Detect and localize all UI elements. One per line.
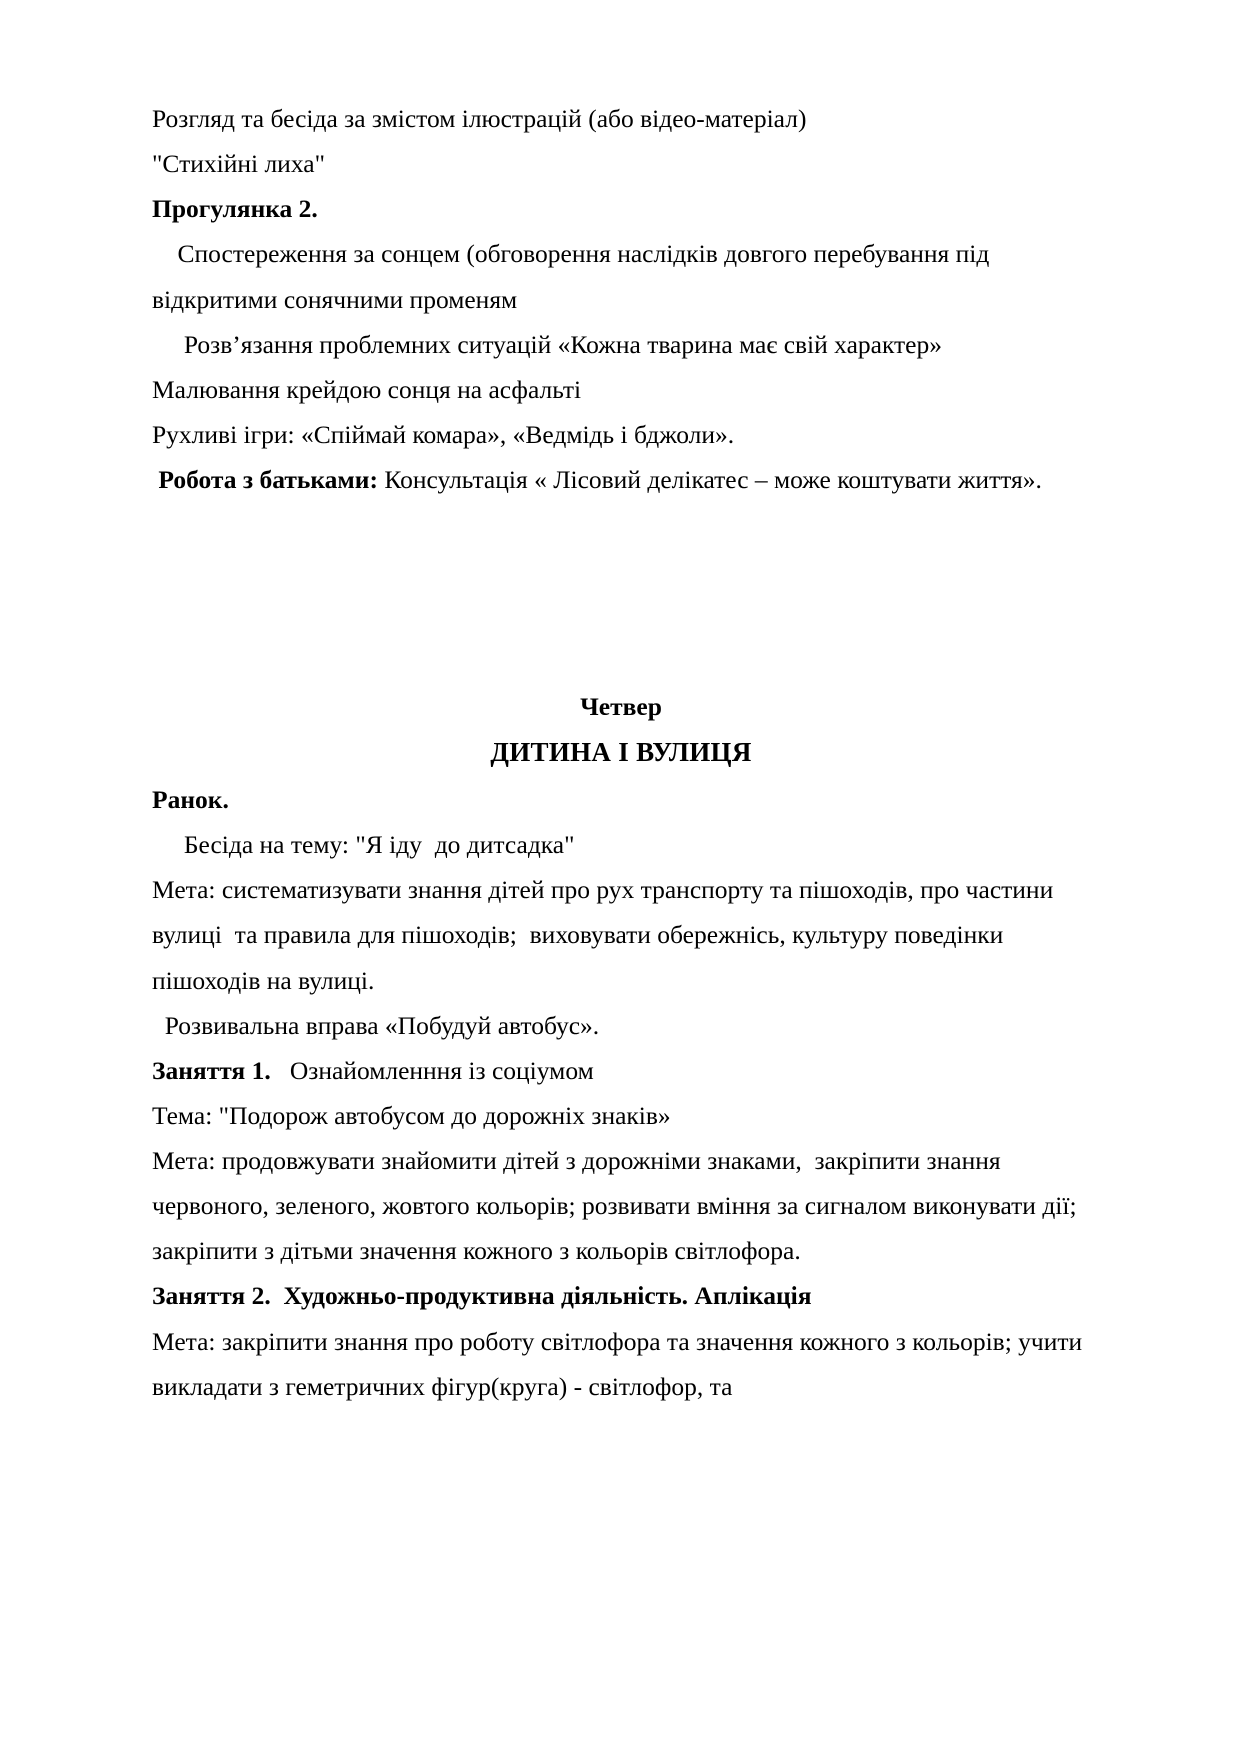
lesson-1-text: Ознайомленння із соціумом	[270, 1055, 594, 1085]
paragraph-active-games: Рухливі ігри: «Спіймай комара», «Ведмідь і бджоли».	[152, 419, 735, 449]
paragraph-goal-1: Мета: продовжувати знайомити дітей з дорожніми знаками, закріпити знання червоного, зеленого, жовтого кольорів; розвивати вміння за сигналом виконувати дії; закріпити з дітьми значення кожного з кольорів світлофора.	[152, 1146, 1083, 1266]
paragraph-problem-situations: Розв’язання проблемних ситуацій «Кожна тварина має свій характер»	[152, 329, 942, 359]
document-body	[152, 96, 1090, 1409]
paragraph-parents-work	[152, 457, 1090, 502]
paragraph-chalk-drawing: Малювання крейдою сонця на асфальті	[152, 374, 582, 404]
paragraph-conversation-topic: Бесіда на тему: "Я іду до дитсадка"	[152, 830, 575, 860]
heading-walk-2: Прогулянка 2.	[152, 194, 318, 224]
paragraph-sun-observation: Спостереження за сонцем (обговорення наслідків довгого перебування під відкритими сонячними променям	[152, 239, 996, 314]
paragraph-illustrations: Розгляд та бесіда за змістом ілюстрацій (або відео-матеріал)	[152, 104, 807, 133]
parents-work-label: Робота з батьками:	[152, 465, 378, 494]
heading-day-thursday: Четвер	[580, 692, 662, 722]
heading-lesson-1	[152, 1048, 1090, 1093]
section-spacer	[152, 502, 1090, 684]
paragraph-goal-morning: Мета: систематизувати знання дітей про рух транспорту та пішоходів, про частини вулиці та правила для пішоходів; виховувати обережнісь, культуру поведінки пішоходів на вулиці.	[152, 875, 1060, 995]
paragraph-developing-exercise: Розвивальна вправа «Побудуй автобус».	[152, 1010, 600, 1040]
paragraph-disasters: "Стихійні лиха"	[152, 149, 325, 179]
heading-topic-child-and-street: ДИТИНА І ВУЛИЦЯ	[490, 737, 752, 768]
paragraph-goal-2: Мета: закріпити знання про роботу світлофора та значення кожного з кольорів; учити викладати з геметричних фігур(круга) - світлофор, та	[152, 1326, 1089, 1401]
lesson-1-label: Заняття 1.	[152, 1055, 271, 1085]
parents-work-text: Консультація « Лісовий делікатес – може коштувати життя».	[377, 465, 1042, 494]
heading-lesson-2: Заняття 2. Художньо-продуктивна діяльність. Аплікація	[152, 1281, 812, 1311]
paragraph-theme-1: Тема: "Подорож автобусом до дорожніх знаків»	[152, 1100, 671, 1130]
heading-morning: Ранок.	[152, 785, 229, 815]
